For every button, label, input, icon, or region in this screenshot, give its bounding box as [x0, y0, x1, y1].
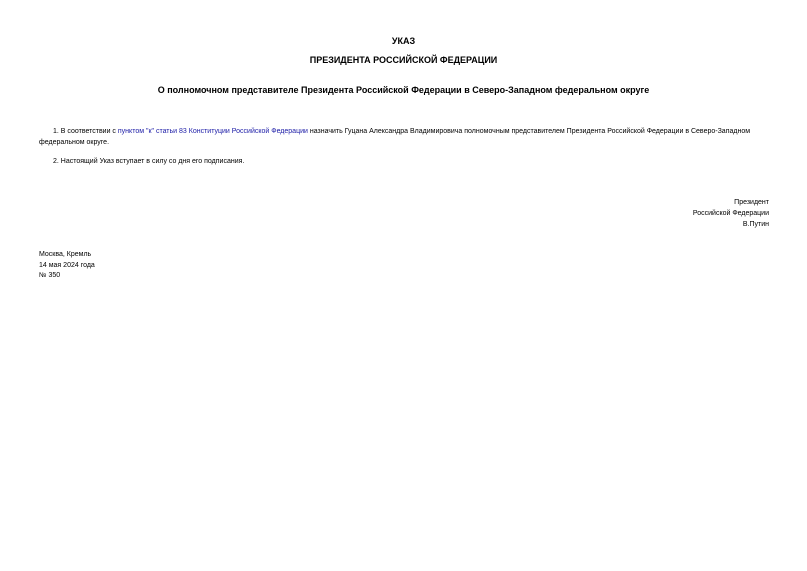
document-issuer: ПРЕЗИДЕНТА РОССИЙСКОЙ ФЕДЕРАЦИИ [309, 55, 498, 65]
document-number: № 350 [39, 272, 61, 279]
signature-name: В.Путин [742, 221, 769, 228]
document-subject: О полномочном представителе Президента Российской Федерации в Северо-Западном федеральном округе [157, 85, 650, 95]
document-type-title: УКАЗ [391, 36, 416, 46]
paragraph-1 [39, 126, 769, 148]
link-constitution[interactable]: Конституции Российской Федерации [188, 128, 308, 135]
signature-country: Российской Федерации [692, 210, 769, 217]
document-place: Москва, Кремль [39, 251, 92, 258]
signature-title: Президент [734, 199, 769, 206]
paragraph-1-intro: 1. В соответствии с [53, 128, 118, 135]
link-constitution-article-83[interactable]: пунктом "к" статьи 83 [117, 128, 187, 135]
paragraph-2: 2. Настоящий Указ вступает в силу со дня его подписания. [53, 158, 245, 165]
document-date: 14 мая 2024 года [39, 262, 95, 269]
paragraph-1-body: назначить Гуцана Александра Владимировича полномочным представителем Президента Российской Федерации в Северо-Западном федеральном округе. [39, 128, 751, 146]
